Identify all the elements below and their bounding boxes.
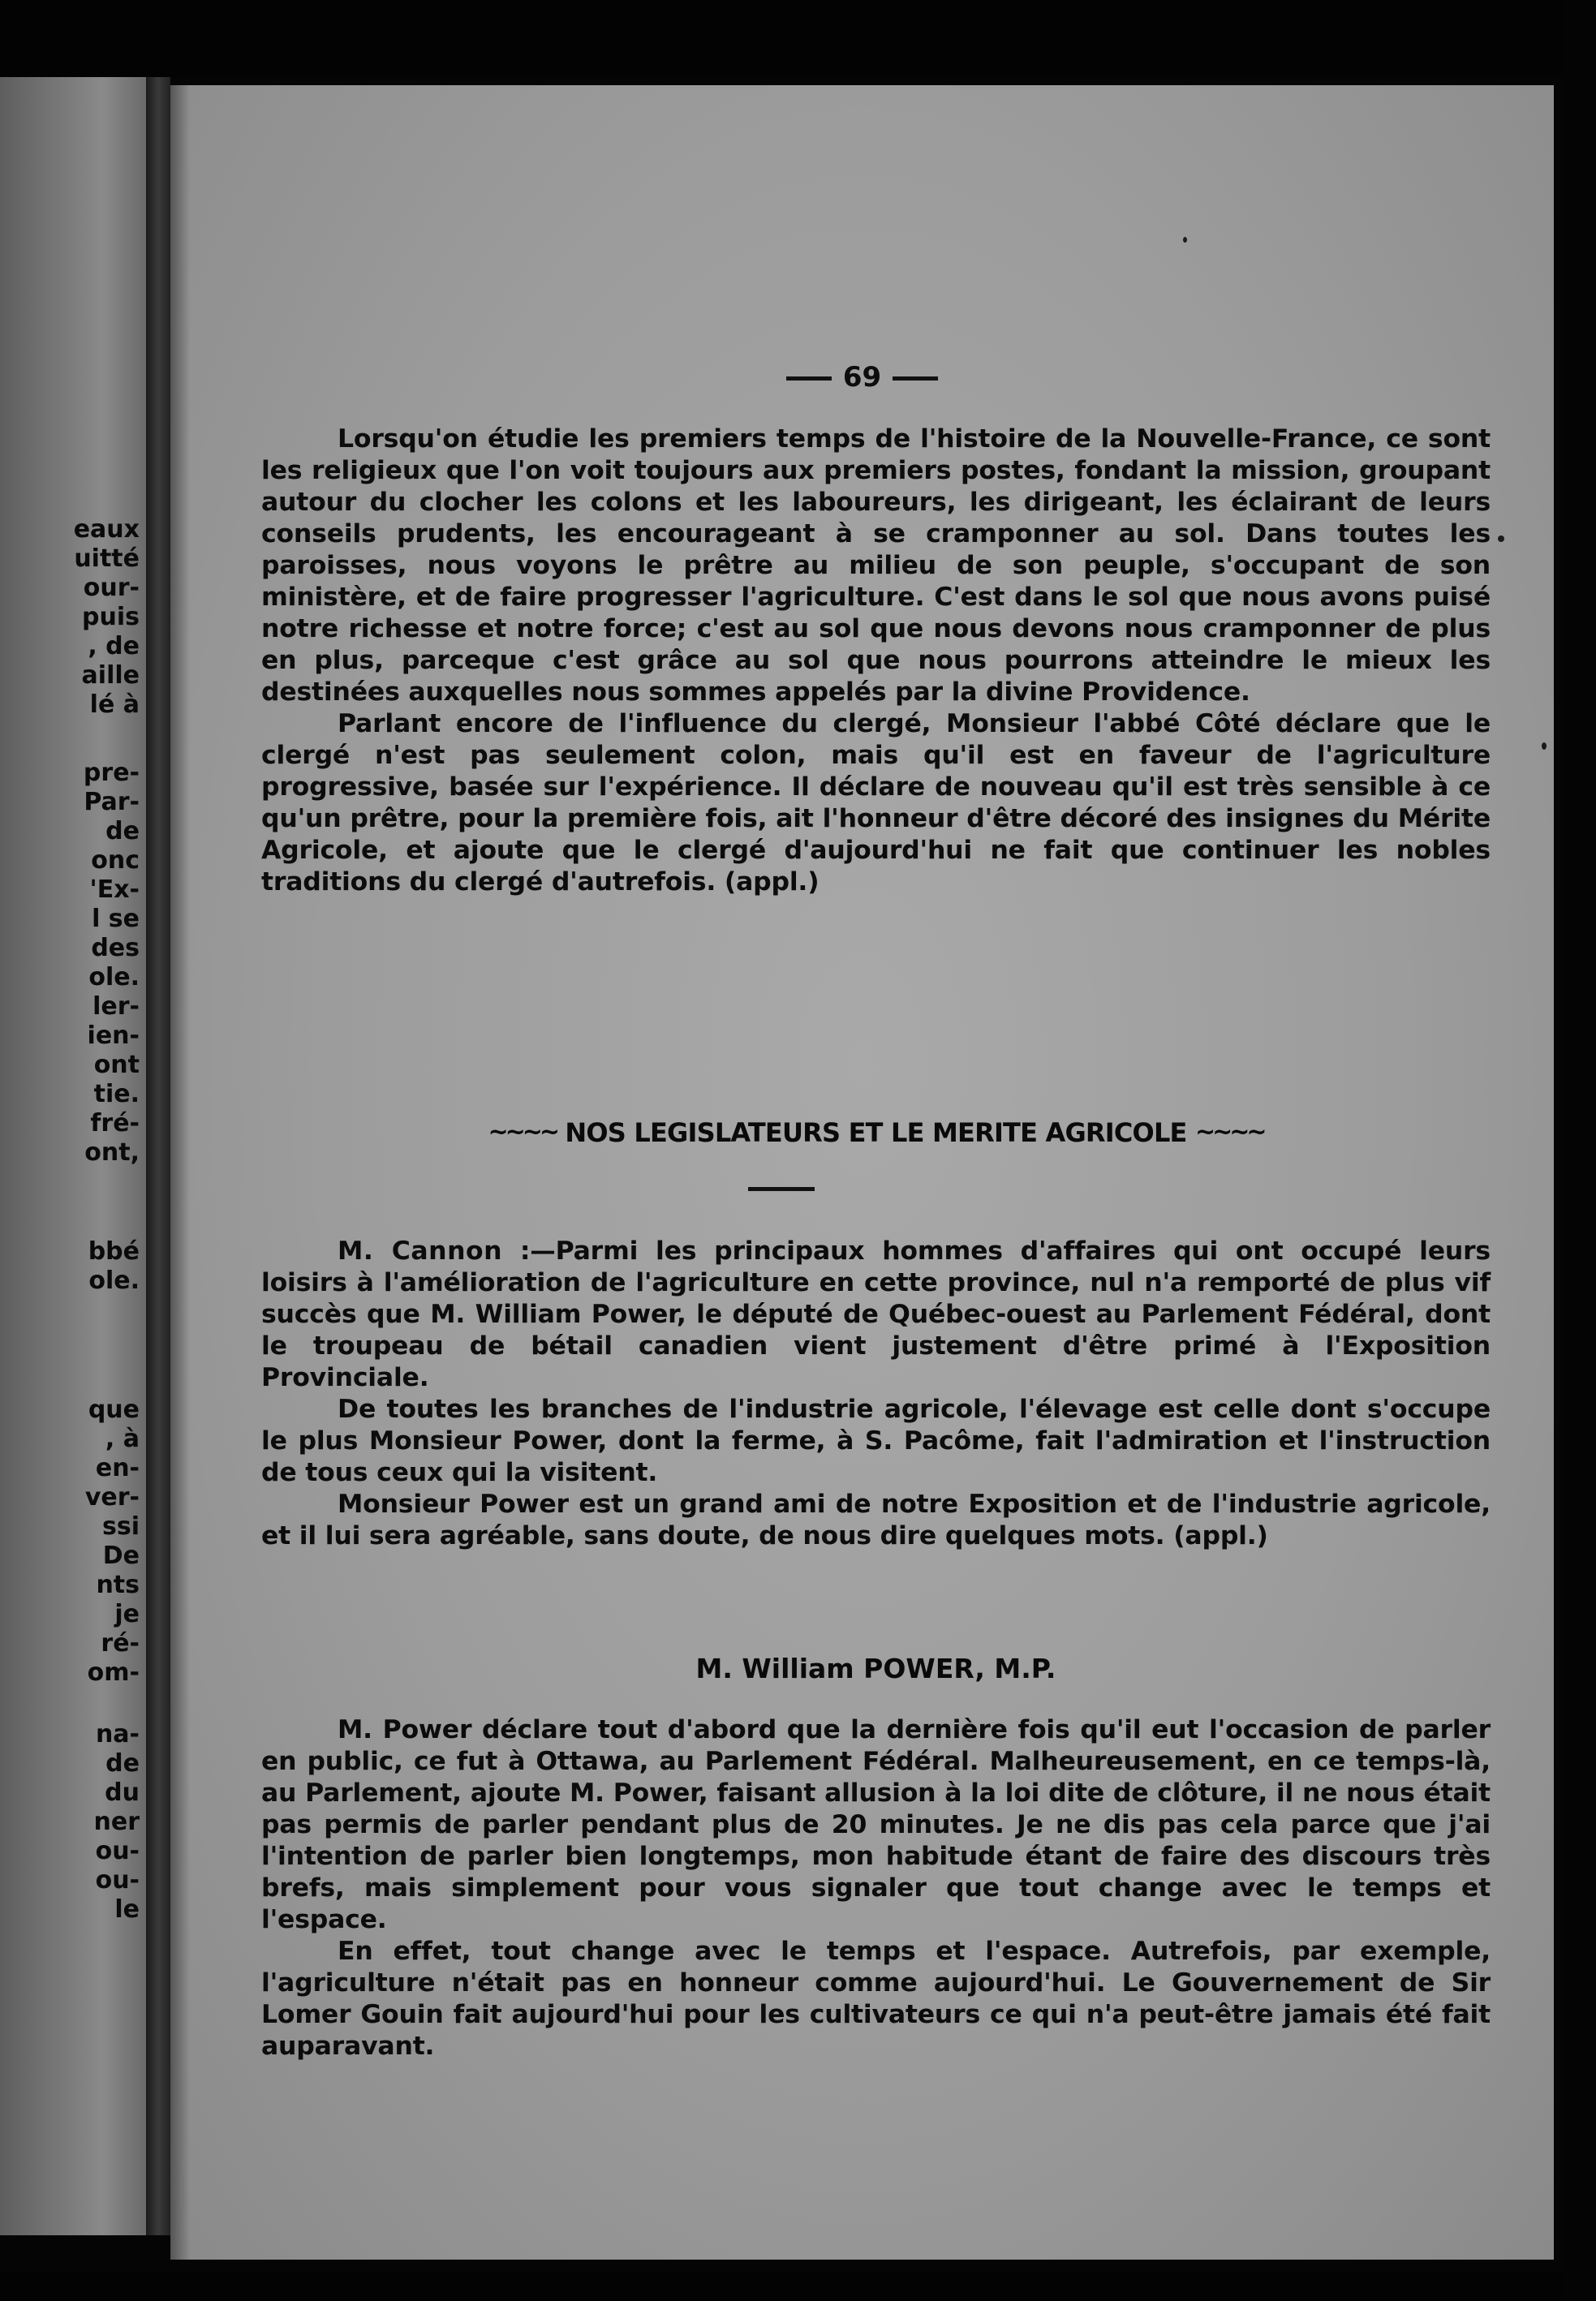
dust-speck <box>1542 742 1547 750</box>
adjacent-page-line-fragment: tie. <box>93 1080 140 1108</box>
section-heading-text: NOS LEGISLATEURS ET LE MERITE AGRICOLE <box>565 1117 1187 1148</box>
paragraph: M. Power déclare tout d'abord que la dernière fois qu'il eut l'occasion de parler en public, ce fut à Ottawa, au Parlement Fédéral. Malheureusement, en ce temps-là, au Parlement, ajoute M. Power, faisant allusion à la loi dite de clôture, il ne nous était pas permis de parler pendant plus de 20 minutes. Je ne dis pas cela parce que j'ai l'intention de parler bien longtemps, mon habitude étant de faire des discours très brefs, mais simplement pour vous signaler que tout change avec le temps et l'espace. <box>261 1715 1491 1934</box>
adjacent-page-line-fragment: bbé <box>88 1237 140 1266</box>
page-edge-shadow <box>170 85 190 2260</box>
adjacent-page-line-fragment: fré- <box>90 1109 140 1138</box>
paragraph: Lorsqu'on étudie les premiers temps de l'histoire de la Nouvelle-France, ce sont les religieux que l'on voit toujours aux premiers postes, fondant la mission, groupant autour du clocher les colons et les laboureurs, les dirigeant, les éclairant de leurs conseils prudents, les encourageant à se cramponner au sol. Dans toutes les paroisses, nous voyons le prêtre au milieu de son peuple, s'occupant de son ministère, et de faire progresser l'agriculture. C'est dans le sol que nous avons puisé notre richesse et notre force; c'est au sol que nous devons nous cramponner de plus en plus, parceque c'est grâce au sol que nous pourrons atteindre le mieux les destinées auxquelles nous sommes appelés par la divine Providence. <box>261 424 1491 707</box>
paragraph-text: :—Parmi les principaux hommes d'affaires qui ont occupé leurs loisirs à l'amélioration de l'agriculture en cette province, nul n'a remporté de plus vif succès que M. William Power, le député de Québec-ouest au Parlement Fédéral, dont le troupeau de bétail canadien vient justement d'être primé à l'Exposition Provinciale. <box>261 1237 1491 1392</box>
adjacent-page-line-fragment: je <box>114 1600 140 1628</box>
section-rule <box>748 1187 815 1191</box>
adjacent-page-line-fragment: de <box>105 817 140 845</box>
adjacent-page-line-fragment: ler- <box>92 992 140 1021</box>
paragraph: Parlant encore de l'influence du clergé, Monsieur l'abbé Côté déclare que le clergé n'est pas seulement colon, mais qu'il est en faveur de l'agriculture progressive, basée sur l'expérience. Il déclare de nouveau qu'il est très sensible à ce qu'un prêtre, pour la première fois, ait l'honneur d'être décoré des insignes du Mérite Agricole, et ajoute que le clergé d'aujourd'hui ne fait que continuer les nobles traditions du clergé d'autrefois. (appl.) <box>261 709 1491 897</box>
film-border-bottom <box>0 2272 1596 2301</box>
ornament-right: ~~~~ <box>1194 1118 1264 1146</box>
adjacent-page-line-fragment: onc <box>91 846 140 875</box>
page-gutter <box>146 77 170 2235</box>
adjacent-page-line-fragment: de <box>105 1749 140 1778</box>
adjacent-page-line-fragment: ole. <box>88 1267 140 1295</box>
adjacent-page-line-fragment: ou- <box>95 1866 140 1895</box>
adjacent-page-line-fragment: des <box>91 934 140 962</box>
adjacent-page-line-fragment: ole. <box>88 963 140 991</box>
paragraph: En effet, tout change avec le temps et l'espace. Autrefois, par exemple, l'agriculture n'était pas en honneur comme aujourd'hui. Le Gouvernement de Sir Lomer Gouin fait aujourd'hui pour les cultivateurs ce qui n'a peut-être jamais été fait auparavant. <box>261 1937 1491 2061</box>
dust-speck <box>1183 237 1187 243</box>
adjacent-page-line-fragment: , à <box>105 1425 140 1453</box>
adjacent-page-sliver <box>0 77 146 2235</box>
film-border-right <box>1562 0 1596 2301</box>
adjacent-page-line-fragment: ner <box>93 1808 140 1836</box>
speaker-heading: M. William POWER, M.P. <box>695 1653 1056 1684</box>
intro-text <box>261 424 1491 898</box>
document-page <box>170 85 1554 2260</box>
paragraph: Monsieur Power est un grand ami de notre Exposition et de l'industrie agricole, et il lui sera agréable, sans doute, de nous dire quelques mots. (appl.) <box>261 1490 1491 1550</box>
paragraph: De toutes les branches de l'industrie agricole, l'élevage est celle dont s'occupe le plus Monsieur Power, dont la ferme, à S. Pacôme, fait l'admiration et l'instruction de tous ceux qui la visitent. <box>261 1395 1491 1487</box>
adjacent-page-line-fragment: que <box>88 1396 140 1424</box>
adjacent-page-line-fragment: ou- <box>95 1837 140 1865</box>
paragraph <box>261 1236 1491 1394</box>
adjacent-page-line-fragment: pre- <box>83 759 140 787</box>
adjacent-page-line-fragment: ré- <box>101 1629 140 1658</box>
power-speech <box>261 1714 1491 2062</box>
section-heading <box>261 1116 1491 1149</box>
adjacent-page-line-fragment: ver- <box>84 1483 140 1512</box>
adjacent-page-line-fragment: uitté <box>74 544 140 573</box>
page-number-dash-right <box>893 376 938 381</box>
speaker-name: M. Cannon <box>338 1237 503 1266</box>
adjacent-page-line-fragment: aille <box>81 661 140 690</box>
adjacent-page-line-fragment: eaux <box>73 515 140 544</box>
page-number-value: 69 <box>842 361 882 394</box>
adjacent-page-line-fragment: , de <box>88 632 140 660</box>
dust-speck <box>1498 535 1504 542</box>
ornament-left: ~~~~ <box>488 1118 557 1146</box>
adjacent-page-line-fragment: le <box>114 1895 140 1924</box>
adjacent-page-line-fragment: De <box>102 1542 140 1570</box>
adjacent-page-line-fragment: 'Ex- <box>89 875 140 904</box>
page-number-dash-left <box>786 376 832 381</box>
adjacent-page-line-fragment: puis <box>82 603 140 631</box>
cannon-speech <box>261 1236 1491 1552</box>
adjacent-page-line-fragment: lé à <box>89 690 140 719</box>
adjacent-page-line-fragment: na- <box>95 1720 140 1748</box>
adjacent-page-line-fragment: nts <box>96 1571 140 1599</box>
adjacent-page-line-fragment: ont, <box>84 1138 140 1167</box>
adjacent-page-line-fragment: om- <box>87 1658 140 1687</box>
adjacent-page-line-fragment: ien- <box>87 1021 140 1050</box>
film-border-top <box>0 0 1596 77</box>
adjacent-page-line-fragment: ssi <box>102 1512 140 1541</box>
adjacent-page-line-fragment: ont <box>93 1051 140 1079</box>
adjacent-page-line-fragment: l se <box>92 905 140 933</box>
adjacent-page-line-fragment: du <box>105 1778 140 1807</box>
adjacent-page-line-fragment: our- <box>83 574 140 602</box>
adjacent-page-line-fragment: Par- <box>84 788 140 816</box>
adjacent-page-line-fragment: en- <box>95 1454 140 1482</box>
page-number <box>170 361 1554 394</box>
